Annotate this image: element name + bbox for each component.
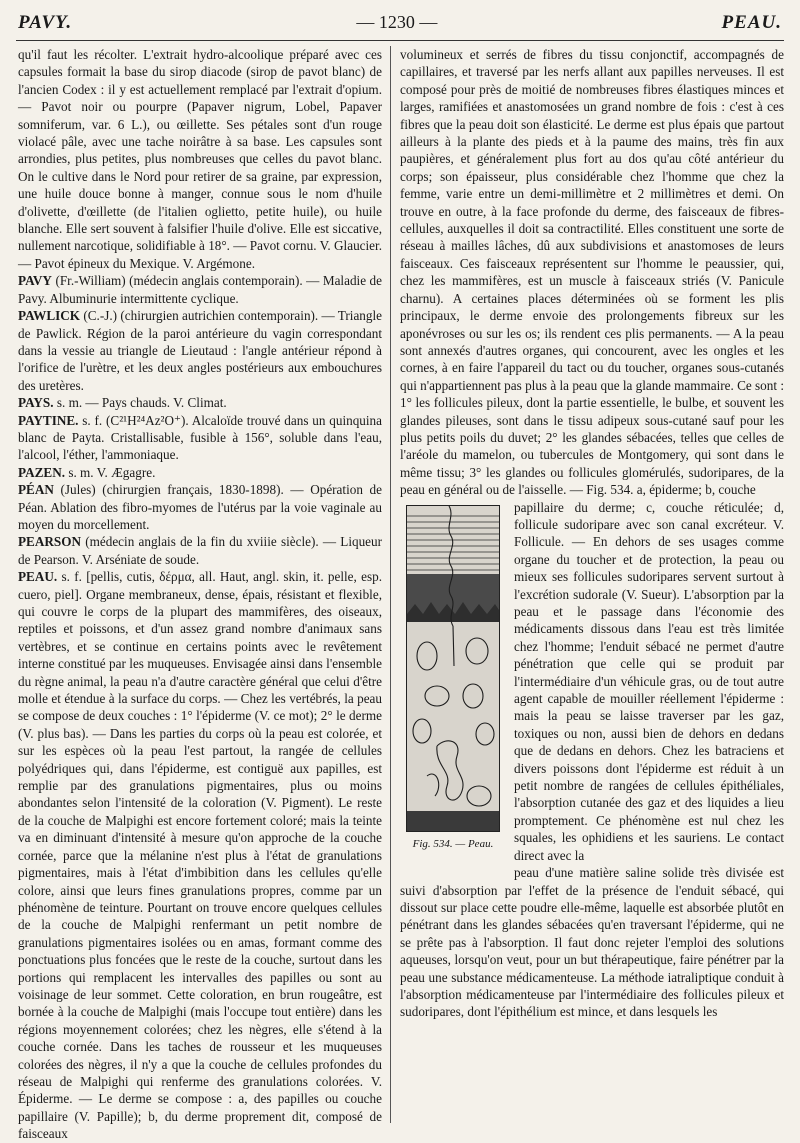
peau-continuation-end: peau d'une matière saline solide très divisée est suivi d'absorption par l'effet de la présence de l'enduit sébacé, qui dissout sur place cette poudre elle-même, laquelle est absorbée plutôt en pénétrant dans les glandes sébacées qu'en traversant l'épiderme, qui ne se prête pas à l'absorption. Il faut donc rejeter l'emploi des solutions aqueuses, lorsqu'on veut, pour un but thérapeutique, faire pénétrer par la peau une substance médicamenteuse. La méthode iatraliptique conduit à l'absorption médicamenteuse par l'intermédiaire des follicules pileux et sudoripares, dont l'épithélium est mince, et dans lesquels les	[400, 865, 784, 1020]
headword-pawlick: PAWLICK	[18, 308, 81, 324]
entry-pean	[18, 481, 382, 533]
left-column	[18, 46, 383, 1142]
peau-continuation-wrapped: papillaire du derme; c, couche réticulée; d, follicule sudoripare avec son canal excréteur. V. Follicule. — En dehors de ses usages comme organe du toucher et de protection, la peau ou mieux ses follicules sudoripares servent surtout à l'excrétion sudorale (V. Sueur). L'absorption par la peau et le passage dans l'économie des médicaments dissous dans l'eau est très limitée chez l'homme; l'enduit sébacé ne permet d'autre pénétration que celle qui se produit par l'intermédiaire d'un véhicule gras, ou de tout autre agent capable de mouiller réellement l'épiderme : mais la peau se laisse traverser par les gaz, toxiques ou non, aussi bien de dehors en dedans que de dedans en dehors. Chez les batraciens et divers poissons dont l'épiderme est réduit à un petit nombre de rangées de cellules épithéliales, l'absorption cutanée des gaz et des liquides a lieu promptement. Ce phénomène est nul chez les squales, les ophidiens et les sauriens. Le contact direct avec la	[514, 499, 784, 863]
peau-continuation: volumineux et serrés de fibres du tissu conjonctif, accompagnés de capillaires, et traversé par les nerfs allant aux papilles nerveuses. Il est composé pour près de moitié de nombreuses fibres élastiques minces et larges, ramifiées et anastomosées un grand nombre de fois : c'est à ces fibres que la peau doit son élasticité. Le derme est plus épais que partout ailleurs à la plante des pieds et à la paume des mains, très fin aux paupières, et généralement plus fort au dos qu'au côté antérieur du corps; son épaisseur, plus considérable chez l'homme que chez la femme, varie entre un demi-millimètre et 2 millimètres et demi. On trouve en outre, à la face profonde du derme, des faisceaux de fibres-cellules, auxquelles il doit sa contractilité. Elles constituent une sorte de réseau à mailles lâches, dû aux subdivisions et anastomoses de leurs faisceaux. Ces faisceaux représentent sur l'homme le peaussier, qui, chez les mammifères, est un muscle à faisceaux striés (V. Panicule charnu). A certaines places déterminées où se forment les plis principaux, le derme envoie des prolongements fibreux sur les aponévroses ou sur les os; ils rendent ces plis permanents. — A la peau sont annexés d'autres organes, qui concourent, avec les ongles et les cornes, à en faire l'appareil du tact ou du toucher, organes sous-cutanés qui n'appartiennent pas plus à la peau que la glande mammaire. Ce sont : 1° les follicules pileux, dont la partie essentielle, le bulbe, et souvent les glandes pileuses, sont dans le tissu adipeux sous-cutané sauf pour les plus petits poils du duvet; 2° les glandes sébacées, telles que celles de l'aréole du mamelon, ou tubercules de Montgomery, qui sont dans le même tissu; 3° les glandes ou follicules glomérulés, sudoripares, de la peau en général ou de l'aisselle. — Fig. 534. a, épiderme; b, couche	[400, 47, 784, 498]
skin-section-illustration	[406, 505, 500, 832]
entry-pays	[18, 394, 382, 411]
entry-text-pavy: (Fr.-William) (médecin anglais contemporain). — Maladie de Pavy. Albuminurie intermittente cyclique.	[18, 273, 383, 306]
entry-text-pazen: s. m. V. Ægagre.	[68, 464, 156, 480]
running-head	[18, 12, 782, 40]
header-rule	[16, 40, 784, 41]
entry-peau	[18, 568, 382, 1142]
header-right-word: PEAU.	[721, 12, 782, 33]
entry-text-pean: (Jules) (chirurgien français, 1830-1898). — Opération de Péan. Ablation des fibro-myomes de l'utérus par la voie vaginale au moyen du morcellement.	[18, 482, 382, 532]
headword-pean: PÉAN	[18, 482, 54, 498]
entry-pearson	[18, 533, 382, 568]
entry-pavy	[18, 272, 382, 307]
right-column	[400, 46, 784, 1126]
headword-pazen: PAZEN.	[18, 464, 66, 480]
pavot-continuation: qu'il faut les récolter. L'extrait hydro-alcoolique préparé avec ces capsules formait la base du sirop diacode (sirop de pavot blanc) de l'ancien Codex : il y est actuellement remplacé par l'extrait d'opium. — Pavot noir ou pourpre (Papaver nigrum, Lobel, Papaver somniferum, var. 6 L.), ou œillette. Ses pétales sont d'un rouge violacé pâle, avec une tache noirâtre à sa base. Les capsules sont arrondies, plus petites, plus nombreuses que celles du pavot blanc. On le cultive dans le Nord pour retirer de sa graine, par expression, une huile douce bonne à manger, connue sous le nom d'huile d'olivette, d'œillette (de l'italien oglietto, petite huile), ou huile blanche. Elle sert souvent à falsifier l'huile d'olive. Elle est siccative, nullement narcotique, solidifiable à 18°. — Pavot cornu. V. Glaucier. — Pavot épineux du Mexique. V. Argémone.	[18, 47, 382, 271]
column-divider	[390, 46, 391, 1123]
entry-pawlick	[18, 307, 382, 394]
entry-text-pawlick: (C.-J.) (chirurgien autrichien contemporain). — Triangle de Pawlick. Région de la paroi antérieure du vagin correspondant dans la vessie au triangle de Lieutaud : l'angle antérieur répond à l'orifice de l'urètre, et les deux angles postérieurs aux embouchures des uretères.	[18, 308, 382, 393]
headword-pavy: PAVY	[18, 273, 52, 289]
headword-paytine: PAYTINE.	[18, 412, 79, 428]
headword-pearson: PEARSON	[18, 534, 82, 550]
entry-text-paytine: s. f. (C²¹H²⁴Az²O⁺). Alcaloïde trouvé dans un quinquina blanc de Payta. Cristallisable, fusible à 156°, soluble dans l'eau, l'alcool, l'éther, l'ammoniaque.	[18, 412, 383, 463]
entry-text-pearson: (médecin anglais de la fin du xviiie siècle). — Liqueur de Pearson. V. Arséniate de soude.	[18, 534, 383, 567]
entry-text-pays: s. m. — Pays chauds. V. Climat.	[56, 395, 227, 411]
entry-pazen	[18, 464, 382, 481]
entry-paytine	[18, 412, 382, 464]
header-left-word: PAVY.	[18, 12, 73, 33]
figure-caption: Fig. 534. — Peau.	[412, 837, 494, 850]
skin-cross-section-drawing	[407, 506, 499, 831]
headword-peau: PEAU.	[18, 569, 58, 585]
entry-text-peau: s. f. [pellis, cutis, δέρμα, all. Haut, angl. skin, it. pelle, esp. cuero, piel]. Organe membraneux, dense, épais, résistant et flexible, qui couvre le corps de la plupart des mammifères, des oiseaux, reptiles et poissons, et d'un assez grand nombre d'animaux sans vertèbres, et se continue en certains points avec le revêtement interne constitué par les muqueuses. Envisagée ainsi dans l'ensemble du règne animal, la peau n'a d'autre caractère général que celui d'être molle et étendue à la surface du corps. — Chez les vertébrés, la peau se compose de deux couches : 1° l'épiderme (V. ce mot); 2° le derme (V. plus bas). — Dans les parties du corps où la peau est colorée, et sur les espèces où la peau l'est partout, la rangée de cellules polyédriques qui, dans l'épiderme, est contiguë aux papilles, est remplie par des granulations pigmentaires, plus ou moins abondantes selon l'intensité de la coloration (V. Pigment). Le reste de la couche de Malpighi est encore fortement coloré; mais la teinte va en diminuant d'intensité à mesure qu'on approche de la couche cornée, parce que la mélanine n'est plus à l'état de granulations pigmentaires, mais à l'état d'imbibition dans les cellules qu'elle colore, ainsi que leurs fines granulations propres, comme par un phénomène de teinture. Pourtant on trouve encore quelques cellules de la couche de Malpighi renfermant un petit nombre de granulations pigmentaires isolées ou en amas, formant comme des ponctuations plus foncées que le reste de la couche, surtout dans les portions qui remplacent les intervalles des papilles ou sont au voisinage de leur sommet. Cette coloration, en brun rougeâtre, est bornée à la couche de Malpighi (mais l'occupe tout entière) dans les régions moyennement colorées; chez les nègres, elle s'étend à la couche cornée. Dans les taches de rousseur et les muqueuses colorées des nègres, il n'y a que la couche de cellules profondes du réseau de Malpighi qui renferme des granulations colorées. V. Épiderme. — Le derme se compose : a, des papilles ou couche papillaire (V. Papille); b, du derme proprement dit, composé de faisceaux	[18, 569, 382, 1142]
page-number: — 1230 —	[356, 12, 438, 32]
figure-534	[400, 505, 506, 865]
headword-pays: PAYS.	[18, 395, 54, 411]
